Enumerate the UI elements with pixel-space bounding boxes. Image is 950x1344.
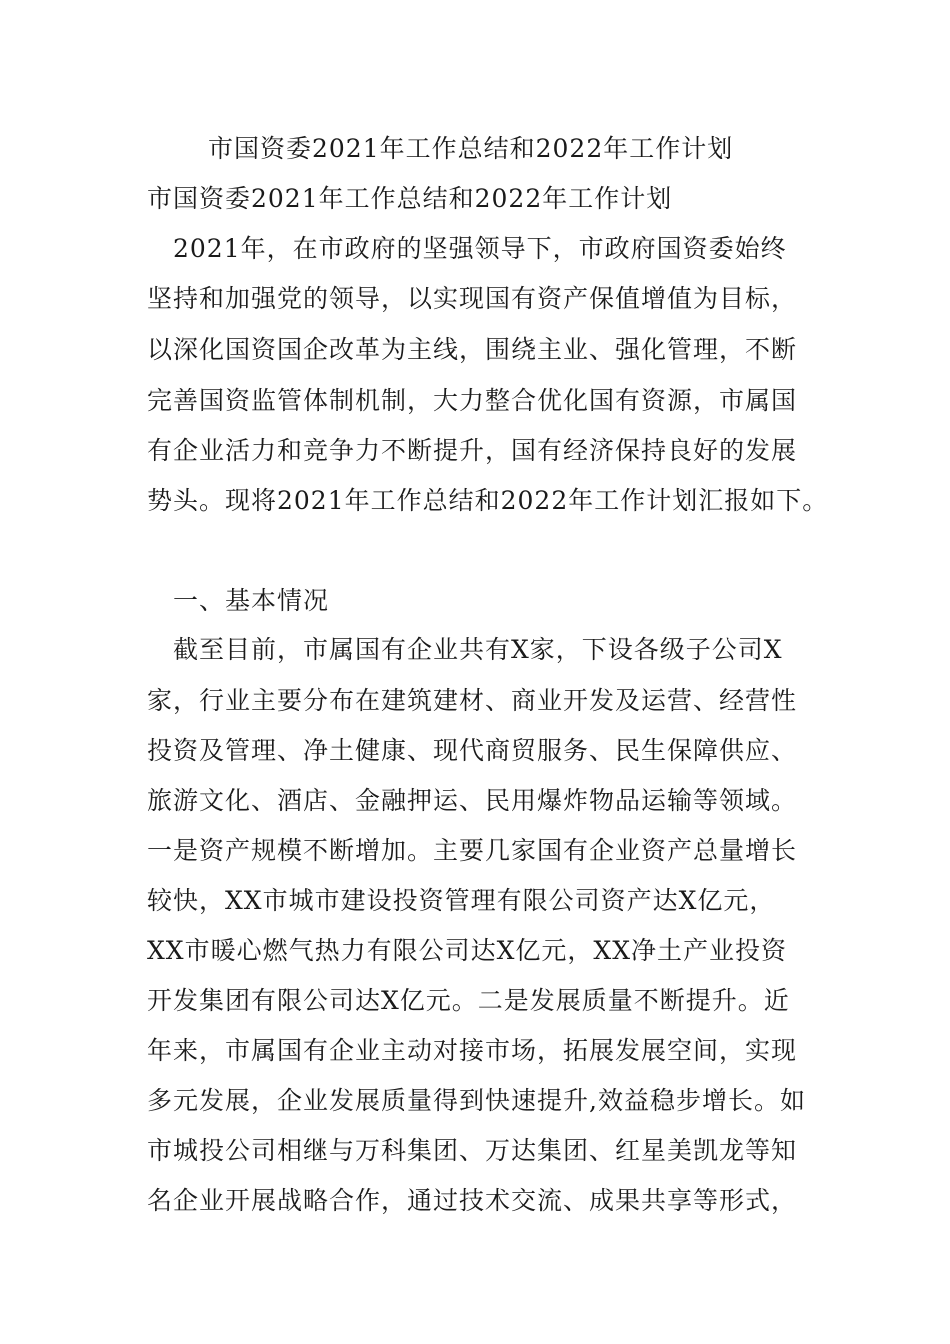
- document-subtitle: 市国资委2021年工作总结和2022年工作计划: [147, 184, 673, 213]
- intro-line: 完善国资监管体制机制，大力整合优化国有资源，市属国: [147, 386, 798, 415]
- section-line: 截至目前，市属国有企业共有X家，下设各级子公司X: [147, 635, 783, 664]
- intro-line: 势头。现将2021年工作总结和2022年工作计划汇报如下。: [147, 486, 829, 515]
- section-line: 投资及管理、净土健康、现代商贸服务、民生保障供应、: [147, 736, 798, 765]
- section-line: 较快，XX市城市建设投资管理有限公司资产达X亿元，: [147, 886, 776, 915]
- section-line: 名企业开展战略合作，通过技术交流、成果共享等形式，: [147, 1186, 798, 1215]
- intro-line: 2021年，在市政府的坚强领导下，市政府国资委始终: [147, 234, 787, 263]
- section-line: 多元发展，企业发展质量得到快速提升,效益稳步增长。如: [147, 1086, 806, 1115]
- section-line: 家，行业主要分布在建筑建材、商业开发及运营、经营性: [147, 686, 798, 715]
- section-line: 市城投公司相继与万科集团、万达集团、红星美凯龙等知: [147, 1136, 798, 1165]
- section-line: 开发集团有限公司达X亿元。二是发展质量不断提升。近: [147, 986, 790, 1015]
- intro-line: 有企业活力和竞争力不断提升，国有经济保持良好的发展: [147, 436, 798, 465]
- section-line: 旅游文化、酒店、金融押运、民用爆炸物品运输等领域。: [147, 786, 798, 815]
- section-line: 一是资产规模不断增加。主要几家国有企业资产总量增长: [147, 836, 798, 865]
- intro-line: 坚持和加强党的领导，以实现国有资产保值增值为目标，: [147, 284, 798, 313]
- section-heading: 一、基本情况: [147, 586, 330, 615]
- document-title: 市国资委2021年工作总结和2022年工作计划: [208, 134, 734, 163]
- section-line: XX市暖心燃气热力有限公司达X亿元，XX净土产业投资: [147, 936, 787, 965]
- section-line: 年来，市属国有企业主动对接市场，拓展发展空间，实现: [147, 1036, 798, 1065]
- intro-line: 以深化国资国企改革为主线，围绕主业、强化管理，不断: [147, 335, 798, 364]
